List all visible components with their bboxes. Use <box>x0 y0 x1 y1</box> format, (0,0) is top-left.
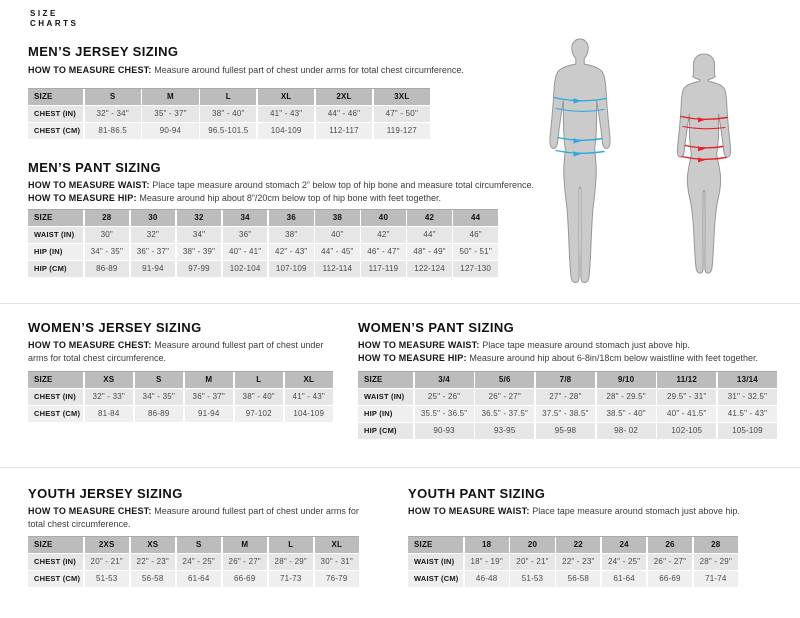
table-row <box>28 106 430 122</box>
column-header-cell: 3/4 <box>415 372 474 388</box>
value-cell: 71-73 <box>269 571 314 587</box>
value-cell: 48" - 49" <box>407 244 452 260</box>
how-to-measure-text: Place tape measure around stomach just above hip. <box>532 506 740 516</box>
column-header-cell: L <box>235 372 284 388</box>
value-cell: 40" - 41.5" <box>657 406 716 422</box>
value-cell: 26" - 27" <box>223 554 268 570</box>
row-label-cell: WAIST (IN) <box>358 389 413 405</box>
value-cell: 40" <box>315 227 360 243</box>
value-cell: 96.5-101.5 <box>200 123 256 139</box>
value-cell: 37.5" - 38.5" <box>536 406 595 422</box>
value-cell: 34" - 35" <box>135 389 184 405</box>
value-cell: 24" - 25" <box>602 554 646 570</box>
value-cell: 41.5" - 43" <box>718 406 777 422</box>
value-cell: 42" - 43" <box>269 244 314 260</box>
value-cell: 38.5" - 40" <box>597 406 656 422</box>
how-to-measure-text: Measure around hip about 8”/20cm below top of hip bone with feet together. <box>139 192 442 203</box>
womens-jersey-heading: WOMEN’S JERSEY SIZING <box>28 320 202 335</box>
table-row <box>408 554 738 570</box>
table-row <box>28 227 498 243</box>
how-to-measure-text: Measure around fullest part of chest under arms for total chest circumference. <box>28 340 324 363</box>
how-to-measure-note <box>408 505 798 518</box>
column-header-cell: 44 <box>453 210 498 226</box>
table-row <box>358 423 777 439</box>
value-cell: 102-105 <box>657 423 716 439</box>
how-to-measure-label: HOW TO MEASURE WAIST: <box>408 506 533 516</box>
value-cell: 27" - 28" <box>536 389 595 405</box>
value-cell: 26" - 27" <box>475 389 534 405</box>
value-cell: 93-95 <box>475 423 534 439</box>
value-cell: 97-102 <box>235 406 284 422</box>
table-row <box>28 261 498 277</box>
column-header-cell: 40 <box>361 210 406 226</box>
column-header-cell: 9/10 <box>597 372 656 388</box>
value-cell: 122-124 <box>407 261 452 277</box>
row-label-cell: CHEST (IN) <box>28 554 83 570</box>
value-cell: 44" <box>407 227 452 243</box>
value-cell: 104-109 <box>258 123 314 139</box>
male-body-silhouette <box>550 39 610 283</box>
youth-jersey-heading: YOUTH JERSEY SIZING <box>28 486 183 501</box>
size-charts-label-line2: CHARTS <box>30 18 79 28</box>
value-cell: 66-69 <box>223 571 268 587</box>
value-cell: 38" <box>269 227 314 243</box>
youth-jersey-table <box>28 536 359 587</box>
column-header-cell: SIZE <box>358 372 413 388</box>
column-header-cell: L <box>200 89 256 105</box>
column-header-cell: 18 <box>465 537 509 553</box>
table-row <box>358 406 777 422</box>
column-header-cell: XS <box>85 372 134 388</box>
female-body-silhouette <box>677 54 730 273</box>
column-header-cell: SIZE <box>408 537 463 553</box>
column-header-cell: L <box>269 537 314 553</box>
value-cell: 81-86.5 <box>85 123 141 139</box>
value-cell: 66-69 <box>648 571 692 587</box>
value-cell: 46-48 <box>465 571 509 587</box>
value-cell: 86-89 <box>135 406 184 422</box>
value-cell: 22" - 23" <box>556 554 600 570</box>
column-header-cell: 28 <box>694 537 738 553</box>
table-row <box>358 389 777 405</box>
how-to-measure-label: HOW TO MEASURE CHEST: <box>28 506 155 516</box>
value-cell: 104-109 <box>285 406 334 422</box>
table-header-row <box>408 537 738 553</box>
column-header-cell: 32 <box>177 210 222 226</box>
womens-pant-heading: WOMEN’S PANT SIZING <box>358 320 515 335</box>
how-to-measure-label: HOW TO MEASURE CHEST: <box>28 65 155 75</box>
value-cell: 41" - 43" <box>258 106 314 122</box>
how-to-measure-note <box>28 505 373 530</box>
column-header-cell: M <box>185 372 234 388</box>
how-to-measure-note <box>358 352 798 365</box>
value-cell: 34" <box>177 227 222 243</box>
mens-jersey-table <box>28 88 430 139</box>
column-header-cell: XL <box>258 89 314 105</box>
how-to-measure-text: Measure around hip about 6-8in/18cm below waistline with feet together. <box>469 352 759 363</box>
youth-jersey-howto <box>28 505 373 530</box>
column-header-cell: M <box>142 89 198 105</box>
column-header-cell: S <box>177 537 222 553</box>
youth-pant-howto <box>408 505 798 518</box>
value-cell: 26" - 27" <box>648 554 692 570</box>
value-cell: 127-130 <box>453 261 498 277</box>
section-divider <box>0 467 800 468</box>
table-row <box>408 571 738 587</box>
row-label-cell: CHEST (CM) <box>28 406 83 422</box>
value-cell: 24" - 25" <box>177 554 222 570</box>
value-cell: 56-58 <box>556 571 600 587</box>
table-header-row <box>28 210 498 226</box>
value-cell: 32" <box>131 227 176 243</box>
row-label-cell: CHEST (IN) <box>28 389 83 405</box>
mens-pant-heading: MEN’S PANT SIZING <box>28 160 161 175</box>
womens-jersey-howto <box>28 339 338 364</box>
value-cell: 38" - 39" <box>177 244 222 260</box>
value-cell: 119-127 <box>374 123 430 139</box>
value-cell: 117-119 <box>361 261 406 277</box>
how-to-measure-label: HOW TO MEASURE HIP: <box>358 352 470 363</box>
value-cell: 91-94 <box>131 261 176 277</box>
how-to-measure-text: Place tape measure around stomach 2” below top of hip bone and measure total circumference. <box>152 180 534 190</box>
value-cell: 38" - 40" <box>235 389 284 405</box>
value-cell: 51-53 <box>85 571 130 587</box>
table-header-row <box>28 372 333 388</box>
womens-jersey-table <box>28 371 333 422</box>
value-cell: 40" - 41" <box>223 244 268 260</box>
table-row <box>28 571 359 587</box>
womens-pant-table <box>358 371 777 439</box>
value-cell: 36" - 37" <box>131 244 176 260</box>
row-label-cell: CHEST (CM) <box>28 571 83 587</box>
how-to-measure-text: Measure around fullest part of chest under arms for total chest circumference. <box>28 506 359 529</box>
column-header-cell: 2XS <box>85 537 130 553</box>
mens-pant-howto <box>28 179 588 204</box>
value-cell: 56-58 <box>131 571 176 587</box>
value-cell: 42" <box>361 227 406 243</box>
how-to-measure-note <box>28 192 588 205</box>
table-row <box>28 389 333 405</box>
table-row <box>28 554 359 570</box>
row-label-cell: WAIST (IN) <box>28 227 83 243</box>
value-cell: 91-94 <box>185 406 234 422</box>
column-header-cell: 7/8 <box>536 372 595 388</box>
value-cell: 28" - 29" <box>269 554 314 570</box>
row-label-cell: WAIST (CM) <box>408 571 463 587</box>
value-cell: 76-79 <box>315 571 360 587</box>
value-cell: 47" - 50" <box>374 106 430 122</box>
value-cell: 32" - 33" <box>85 389 134 405</box>
value-cell: 107-109 <box>269 261 314 277</box>
row-label-cell: CHEST (CM) <box>28 123 83 139</box>
value-cell: 34" - 35" <box>85 244 130 260</box>
value-cell: 30" <box>85 227 130 243</box>
value-cell: 61-64 <box>602 571 646 587</box>
mens-pant-table <box>28 209 498 277</box>
value-cell: 51-53 <box>510 571 554 587</box>
value-cell: 50" - 51" <box>453 244 498 260</box>
row-label-cell: WAIST (IN) <box>408 554 463 570</box>
mens-jersey-heading: MEN’S JERSEY SIZING <box>28 44 179 59</box>
value-cell: 20" - 21" <box>510 554 554 570</box>
value-cell: 86-89 <box>85 261 130 277</box>
value-cell: 25" - 26" <box>415 389 474 405</box>
table-header-row <box>28 537 359 553</box>
youth-pant-heading: YOUTH PANT SIZING <box>408 486 546 501</box>
value-cell: 98- 02 <box>597 423 656 439</box>
column-header-cell: 28 <box>85 210 130 226</box>
column-header-cell: 2XL <box>316 89 372 105</box>
table-row <box>28 406 333 422</box>
value-cell: 38" - 40" <box>200 106 256 122</box>
youth-pant-table <box>408 536 738 587</box>
row-label-cell: CHEST (IN) <box>28 106 83 122</box>
female-silhouette-figure <box>671 53 737 283</box>
how-to-measure-label: HOW TO MEASURE WAIST: <box>28 180 153 190</box>
column-header-cell: 38 <box>315 210 360 226</box>
size-charts-label <box>30 9 78 28</box>
value-cell: 36.5" - 37.5" <box>475 406 534 422</box>
column-header-cell: SIZE <box>28 89 83 105</box>
value-cell: 31" - 32.5" <box>718 389 777 405</box>
value-cell: 30" - 31" <box>315 554 360 570</box>
value-cell: 61-64 <box>177 571 222 587</box>
value-cell: 28" - 29.5" <box>597 389 656 405</box>
column-header-cell: 20 <box>510 537 554 553</box>
how-to-measure-label: HOW TO MEASURE HIP: <box>28 192 140 203</box>
column-header-cell: 13/14 <box>718 372 777 388</box>
table-row <box>28 244 498 260</box>
value-cell: 46" <box>453 227 498 243</box>
row-label-cell: HIP (CM) <box>358 423 413 439</box>
how-to-measure-note <box>28 179 588 192</box>
value-cell: 44" - 45" <box>315 244 360 260</box>
value-cell: 36" - 37" <box>185 389 234 405</box>
column-header-cell: XL <box>315 537 360 553</box>
table-row <box>28 123 430 139</box>
row-label-cell: HIP (CM) <box>28 261 83 277</box>
column-header-cell: 36 <box>269 210 314 226</box>
table-header-row <box>358 372 777 388</box>
column-header-cell: 5/6 <box>475 372 534 388</box>
column-header-cell: SIZE <box>28 210 83 226</box>
how-to-measure-note <box>28 339 338 364</box>
value-cell: 102-104 <box>223 261 268 277</box>
section-divider <box>0 303 800 304</box>
value-cell: 35.5" - 36.5" <box>415 406 474 422</box>
value-cell: 90-93 <box>415 423 474 439</box>
column-header-cell: 22 <box>556 537 600 553</box>
value-cell: 35" - 37" <box>142 106 198 122</box>
column-header-cell: S <box>135 372 184 388</box>
value-cell: 46" - 47" <box>361 244 406 260</box>
column-header-cell: XS <box>131 537 176 553</box>
column-header-cell: 34 <box>223 210 268 226</box>
column-header-cell: XL <box>285 372 334 388</box>
column-header-cell: M <box>223 537 268 553</box>
column-header-cell: 42 <box>407 210 452 226</box>
value-cell: 29.5" - 31" <box>657 389 716 405</box>
table-header-row <box>28 89 430 105</box>
column-header-cell: SIZE <box>28 537 83 553</box>
value-cell: 71-74 <box>694 571 738 587</box>
value-cell: 112-114 <box>315 261 360 277</box>
value-cell: 22" - 23" <box>131 554 176 570</box>
column-header-cell: S <box>85 89 141 105</box>
value-cell: 28" - 29" <box>694 554 738 570</box>
column-header-cell: 24 <box>602 537 646 553</box>
column-header-cell: 26 <box>648 537 692 553</box>
value-cell: 20" - 21" <box>85 554 130 570</box>
value-cell: 90-94 <box>142 123 198 139</box>
value-cell: 97-99 <box>177 261 222 277</box>
value-cell: 32" - 34" <box>85 106 141 122</box>
how-to-measure-text: Measure around fullest part of chest under arms for total chest circumference. <box>154 65 464 75</box>
value-cell: 105-109 <box>718 423 777 439</box>
how-to-measure-label: HOW TO MEASURE CHEST: <box>28 340 155 350</box>
womens-pant-howto <box>358 339 798 364</box>
how-to-measure-label: HOW TO MEASURE WAIST: <box>358 340 483 350</box>
how-to-measure-note <box>358 339 798 352</box>
column-header-cell: 30 <box>131 210 176 226</box>
value-cell: 18" - 19" <box>465 554 509 570</box>
how-to-measure-note <box>28 64 568 77</box>
value-cell: 112-117 <box>316 123 372 139</box>
how-to-measure-text: Place tape measure around stomach just above hip. <box>482 340 690 350</box>
size-charts-label-line1: SIZE <box>30 9 58 18</box>
row-label-cell: HIP (IN) <box>28 244 83 260</box>
mens-jersey-howto <box>28 64 568 77</box>
value-cell: 41" - 43" <box>285 389 334 405</box>
value-cell: 44" - 46" <box>316 106 372 122</box>
value-cell: 81-84 <box>85 406 134 422</box>
column-header-cell: 3XL <box>374 89 430 105</box>
male-silhouette-figure <box>546 38 614 286</box>
column-header-cell: 11/12 <box>657 372 716 388</box>
value-cell: 36" <box>223 227 268 243</box>
column-header-cell: SIZE <box>28 372 83 388</box>
value-cell: 95-98 <box>536 423 595 439</box>
row-label-cell: HIP (IN) <box>358 406 413 422</box>
